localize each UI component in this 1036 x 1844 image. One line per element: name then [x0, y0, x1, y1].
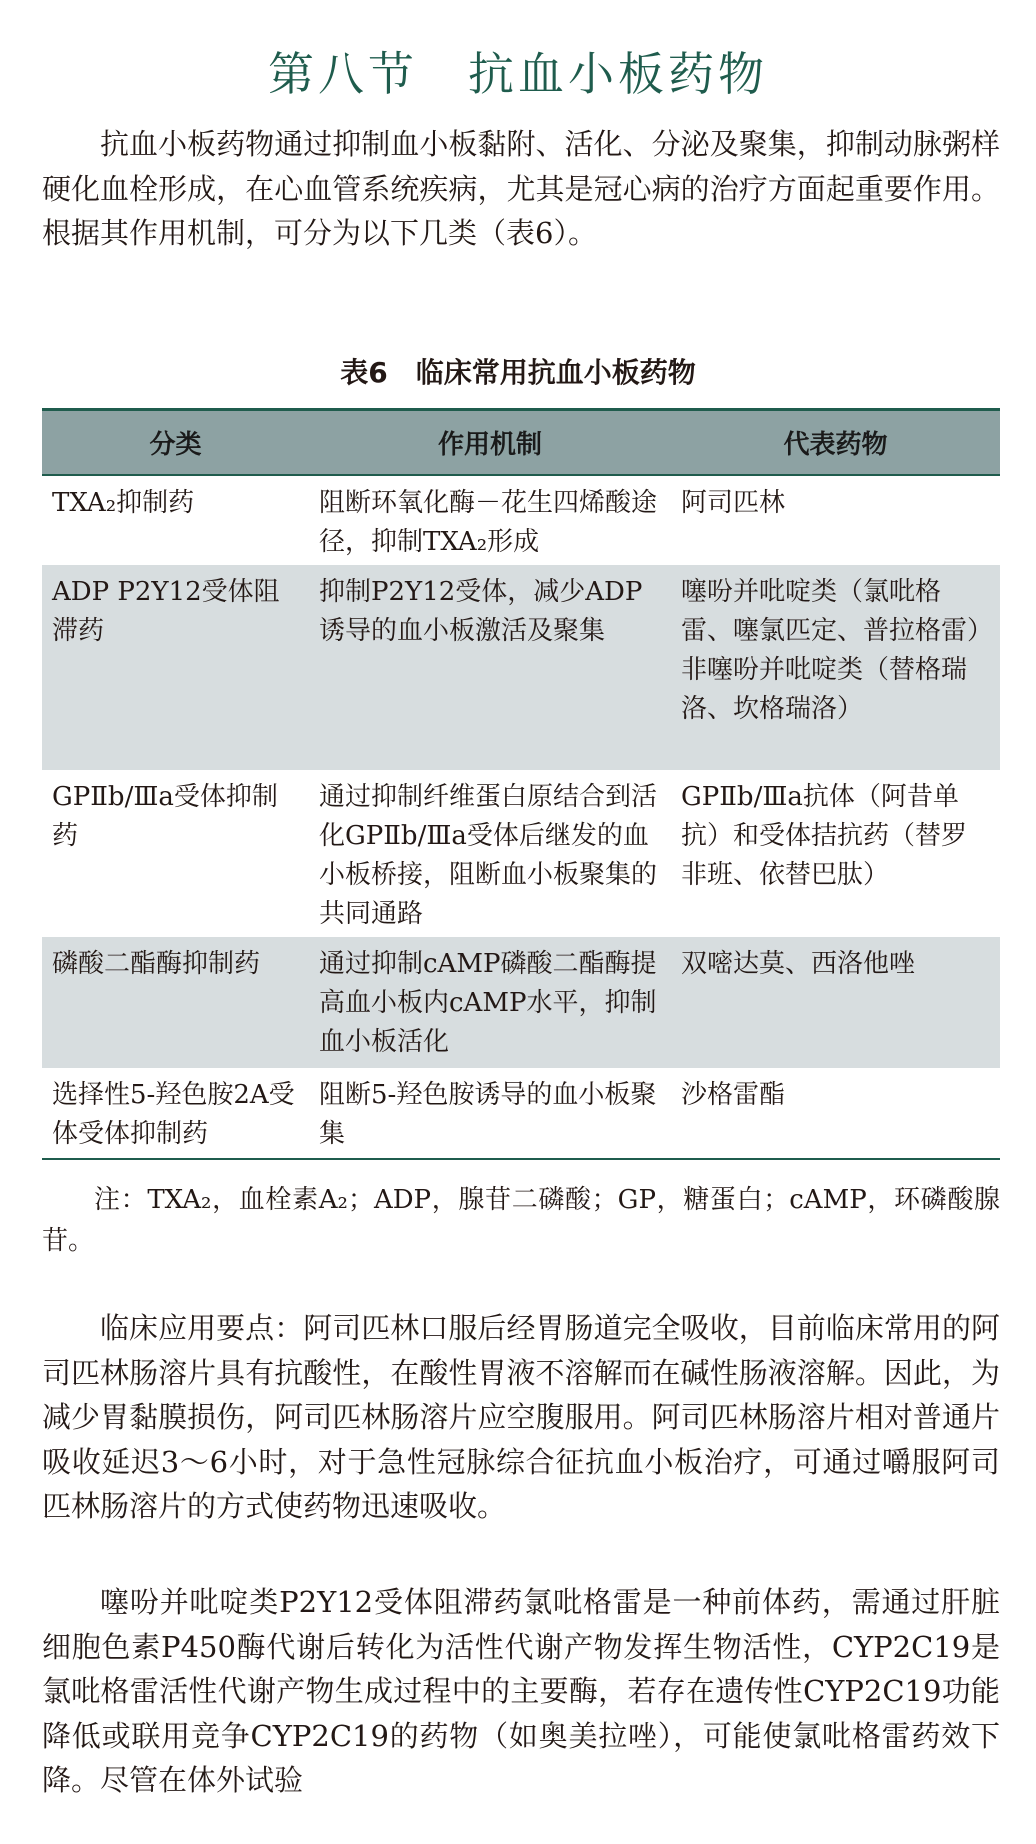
drug-entry: GPⅡb/Ⅲa抗体（阿昔单抗）和受体拮抗药（替罗非班、依替巴肽） — [681, 782, 968, 890]
table-row — [42, 476, 1000, 565]
row-mechanism: 阻断5-羟色胺诱导的血小板聚集 — [319, 1080, 657, 1149]
table-row — [42, 1068, 1000, 1158]
row-category: ADP P2Y12受体阻滞药 — [52, 577, 280, 646]
table-note: 注：TXA₂，血栓素A₂；ADP，腺苷二磷酸；GP，糖蛋白；cAMP，环磷酸腺苷。 — [42, 1185, 1000, 1256]
row-category: GPⅡb/Ⅲa受体抑制药 — [52, 782, 278, 851]
row-drugs — [671, 476, 1000, 565]
drug-entry: 噻吩并吡啶类（氯吡格雷、噻氯匹定、普拉格雷） — [681, 577, 994, 646]
row-mechanism: 通过抑制cAMP磷酸二酯酶提高血小板内cAMP水平，抑制血小板活化 — [319, 949, 657, 1057]
row-drugs — [671, 565, 1000, 770]
drug-entry: 沙格雷酯 — [681, 1080, 786, 1110]
table-row — [42, 937, 1000, 1068]
row-category: TXA₂抑制药 — [52, 488, 195, 518]
intro-paragraph: 抗血小板药物通过抑制血小板黏附、活化、分泌及聚集，抑制动脉粥样硬化血栓形成，在心血管系统疾病，尤其是冠心病的治疗方面起重要作用。根据其作用机制，可分为以下几类（表6）。 — [42, 127, 1000, 250]
header-mechanism: 作用机制 — [437, 430, 542, 460]
row-mechanism: 阻断环氧化酶－花生四烯酸途径，抑制TXA₂形成 — [319, 488, 658, 557]
row-drugs — [671, 770, 1000, 937]
clopidogrel-paragraph: 噻吩并吡啶类P2Y12受体阻滞药氯吡格雷是一种前体药，需通过肝脏细胞色素P450酶代谢后转化为活性代谢产物发挥生物活性，CYP2C19是氯吡格雷活性代谢产物生成过程中的主要酶，若存在遗传性CYP2C19功能降低或联用竞争CYP2C19的药物（如奥美拉唑），可能使氯吡格雷药效下降。尽管在体外试验 — [42, 1585, 1000, 1797]
drug-entry: 非噻吩并吡啶类（替格瑞洛、坎格瑞洛） — [681, 655, 968, 724]
drug-entry: 双嘧达莫、西洛他唑 — [681, 949, 916, 979]
table-row — [42, 770, 1000, 937]
drug-table — [42, 408, 1000, 1160]
clinical-paragraph: 临床应用要点：阿司匹林口服后经胃肠道完全吸收，目前临床常用的阿司匹林肠溶片具有抗酸性，在酸性胃液不溶解而在碱性肠液溶解。因此，为减少胃黏膜损伤，阿司匹林肠溶片应空腹服用。阿司匹林肠溶片相对普通片吸收延迟3～6小时，对于急性冠脉综合征抗血小板治疗，可通过嚼服阿司匹林肠溶片的方式使药物迅速吸收。 — [42, 1311, 1000, 1523]
header-drugs: 代表药物 — [783, 430, 888, 460]
section-title: 第八节 抗血小板药物 — [268, 47, 768, 101]
row-category: 磷酸二酯酶抑制药 — [52, 949, 261, 979]
row-mechanism: 通过抑制纤维蛋白原结合到活化GPⅡb/Ⅲa受体后继发的血小板桥接，阻断血小板聚集的共同通路 — [319, 782, 658, 929]
table-caption: 表6 临床常用抗血小板药物 — [340, 356, 696, 389]
table-header-row — [42, 411, 1000, 476]
drug-entry: 阿司匹林 — [681, 488, 786, 518]
header-category: 分类 — [149, 430, 202, 460]
table-row — [42, 565, 1000, 770]
row-category: 选择性5-羟色胺2A受体受体抑制药 — [52, 1080, 295, 1149]
row-mechanism: 抑制P2Y12受体，减少ADP诱导的血小板激活及聚集 — [319, 577, 643, 646]
row-drugs — [671, 1068, 1000, 1158]
row-drugs — [671, 937, 1000, 1068]
